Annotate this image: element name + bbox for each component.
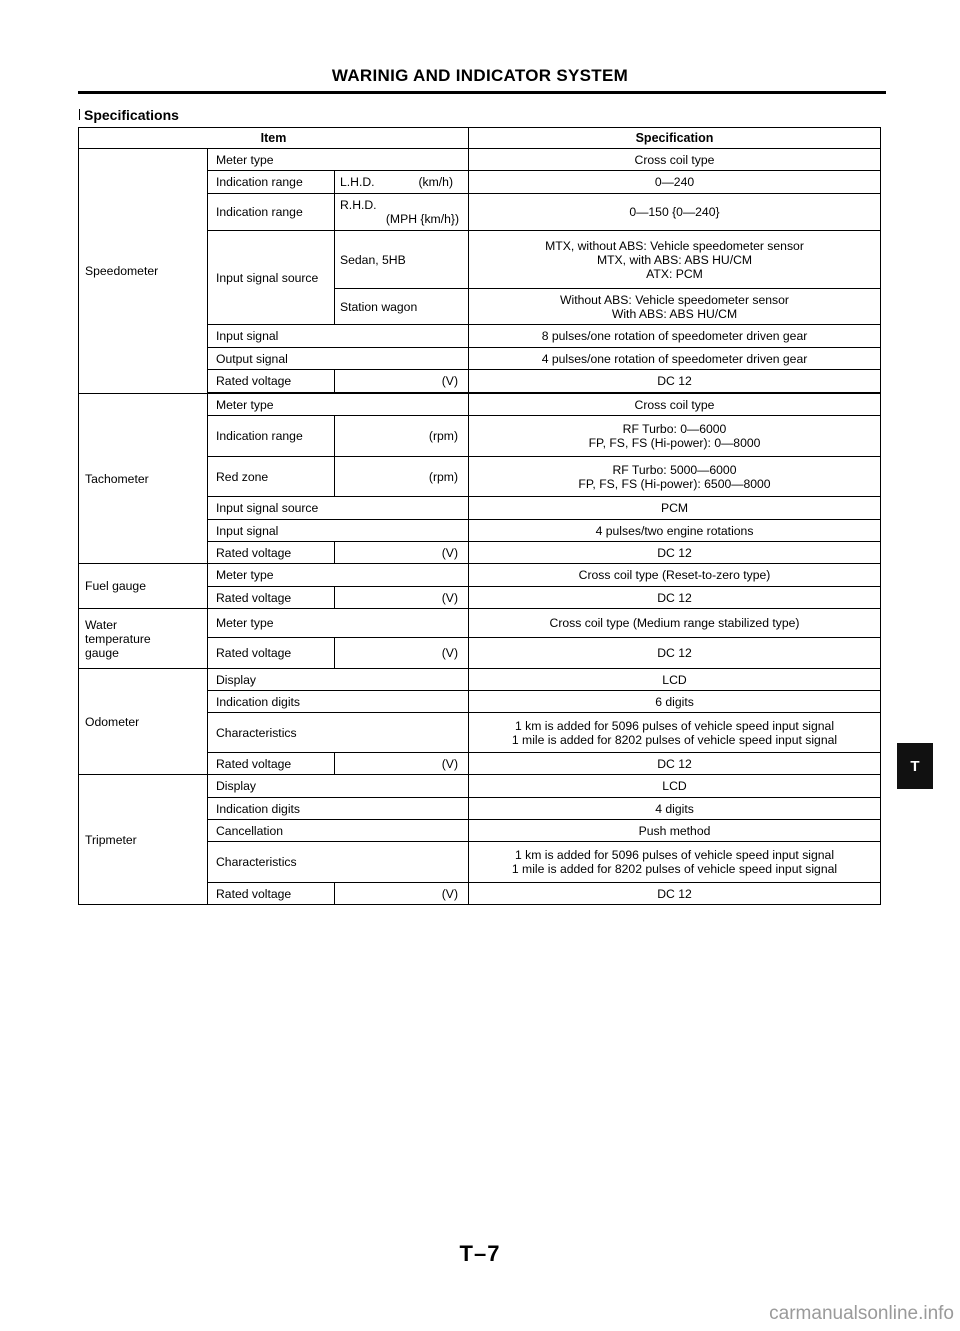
spec-value: 4 digits: [469, 798, 881, 820]
table-row: [79, 609, 881, 638]
item-label: Rated voltage: [208, 370, 335, 393]
unit-label: (V): [335, 753, 469, 775]
unit-label: (rpm): [335, 416, 469, 457]
spec-value: PCM: [469, 497, 881, 520]
header-specification: Specification: [469, 128, 881, 149]
unit-label: (V): [335, 883, 469, 905]
item-label: Rated voltage: [208, 638, 335, 669]
spec-line: 1 km is added for 5096 pulses of vehicle speed input signal: [514, 718, 835, 733]
item-label: Meter type: [208, 609, 469, 638]
spec-value: DC 12: [469, 542, 881, 564]
group-tripmeter: Tripmeter: [79, 775, 208, 905]
spec-value: DC 12: [469, 370, 881, 393]
page-number: T–7: [459, 1241, 501, 1266]
item-label: Rated voltage: [208, 587, 335, 609]
table-header-row: [79, 128, 881, 149]
spec-line: ATX: PCM: [646, 266, 703, 281]
spec-value: Cross coil type: [469, 149, 881, 171]
item-label: Input signal: [208, 325, 469, 348]
unit-label: (MPH {km/h}): [385, 212, 459, 226]
spec-line: With ABS: ABS HU/CM: [611, 306, 738, 321]
item-label: Display: [208, 775, 469, 798]
spec-value: [469, 231, 881, 289]
item-label: Indication range: [208, 171, 335, 194]
table-row: [79, 149, 881, 171]
spec-line: MTX, with ABS: ABS HU/CM: [596, 252, 753, 267]
item-label: Output signal: [208, 348, 469, 370]
item-label: Meter type: [208, 564, 469, 587]
spec-value: Push method: [469, 820, 881, 842]
item-label: Display: [208, 669, 469, 691]
spec-line: FP, FS, FS (Hi-power): 0—8000: [588, 436, 761, 450]
spec-value: Cross coil type: [469, 394, 881, 416]
spec-line: MTX, without ABS: Vehicle speedometer sensor: [545, 238, 804, 253]
table-row: [79, 669, 881, 691]
spec-value: 8 pulses/one rotation of speedometer driven gear: [469, 325, 881, 348]
item-label: Rated voltage: [208, 883, 335, 905]
item-label: Characteristics: [208, 842, 469, 883]
group-tachometer: Tachometer: [79, 394, 208, 564]
sub-item-label: [335, 171, 469, 194]
spec-value: 0—240: [469, 171, 881, 194]
item-label: Input signal source: [208, 497, 469, 520]
group-speedometer: Speedometer: [79, 149, 208, 394]
specifications-table: [78, 127, 881, 905]
group-line: gauge: [85, 645, 119, 660]
item-label: Input signal source: [208, 231, 335, 325]
table-row: [79, 564, 881, 587]
header-rule: [78, 91, 886, 94]
spec-value: 4 pulses/one rotation of speedometer driven gear: [469, 348, 881, 370]
unit-label: (km/h): [418, 175, 453, 189]
spec-line: 1 km is added for 5096 pulses of vehicle speed input signal: [514, 848, 835, 862]
spec-value: [469, 416, 881, 457]
item-label: Cancellation: [208, 820, 469, 842]
unit-label: (rpm): [335, 457, 469, 497]
item-label: Indication digits: [208, 798, 469, 820]
watermark: carmanualsonline.info: [769, 1303, 954, 1324]
spec-line: Without ABS: Vehicle speedometer sensor: [560, 292, 789, 307]
sub-item-label: Sedan, 5HB: [335, 231, 469, 289]
sub-item-label: [335, 194, 469, 231]
spec-line: FP, FS, FS (Hi-power): 6500—8000: [578, 476, 771, 491]
page-header-title: WARINIG AND INDICATOR SYSTEM: [331, 66, 629, 85]
spec-value: LCD: [469, 669, 881, 691]
unit-label: (V): [335, 370, 469, 393]
spec-value: [469, 842, 881, 883]
spec-value: [469, 713, 881, 753]
spec-value: 0—150 {0—240}: [469, 194, 881, 231]
item-label: Red zone: [208, 457, 335, 497]
spec-value: DC 12: [469, 753, 881, 775]
spec-line: 1 mile is added for 8202 pulses of vehicle speed input signal: [511, 732, 838, 747]
spec-value: Cross coil type (Reset-to-zero type): [469, 564, 881, 587]
spec-value: [469, 457, 881, 497]
item-label: Characteristics: [208, 713, 469, 753]
item-label: Rated voltage: [208, 542, 335, 564]
item-label: Meter type: [208, 149, 469, 171]
spec-value: DC 12: [469, 587, 881, 609]
spec-value: LCD: [469, 775, 881, 798]
item-label: Indication range: [208, 194, 335, 231]
table-row: [79, 394, 881, 416]
lhd-label: L.H.D.: [340, 175, 375, 189]
section-tab: T: [897, 743, 933, 789]
spec-value: 4 pulses/two engine rotations: [469, 520, 881, 542]
group-fuel-gauge: Fuel gauge: [79, 564, 208, 609]
item-label: Input signal: [208, 520, 469, 542]
section-marker: [79, 109, 80, 120]
rhd-label: R.H.D.: [340, 198, 377, 212]
section-title: Specifications: [84, 107, 179, 123]
header-item: Item: [79, 128, 469, 149]
item-label: Rated voltage: [208, 753, 335, 775]
group-line: temperature: [85, 631, 151, 646]
unit-label: (V): [335, 542, 469, 564]
unit-label: (V): [335, 587, 469, 609]
spec-value: [469, 289, 881, 325]
table-row: [79, 775, 881, 798]
spec-line: RF Turbo: 5000—6000: [612, 462, 737, 477]
group-line: Water: [85, 617, 118, 632]
group-water-temperature-gauge: [79, 609, 208, 669]
spec-value: DC 12: [469, 638, 881, 669]
unit-label: (V): [335, 638, 469, 669]
item-label: Indication range: [208, 416, 335, 457]
group-odometer: Odometer: [79, 669, 208, 775]
spec-value: 6 digits: [469, 691, 881, 713]
item-label: Indication digits: [208, 691, 469, 713]
spec-value: Cross coil type (Medium range stabilized type): [469, 609, 881, 638]
item-label: Meter type: [208, 394, 469, 416]
spec-value: DC 12: [469, 883, 881, 905]
sub-item-label: Station wagon: [335, 289, 469, 325]
spec-line: RF Turbo: 0—6000: [622, 422, 727, 436]
spec-line: 1 mile is added for 8202 pulses of vehicle speed input signal: [511, 862, 838, 876]
